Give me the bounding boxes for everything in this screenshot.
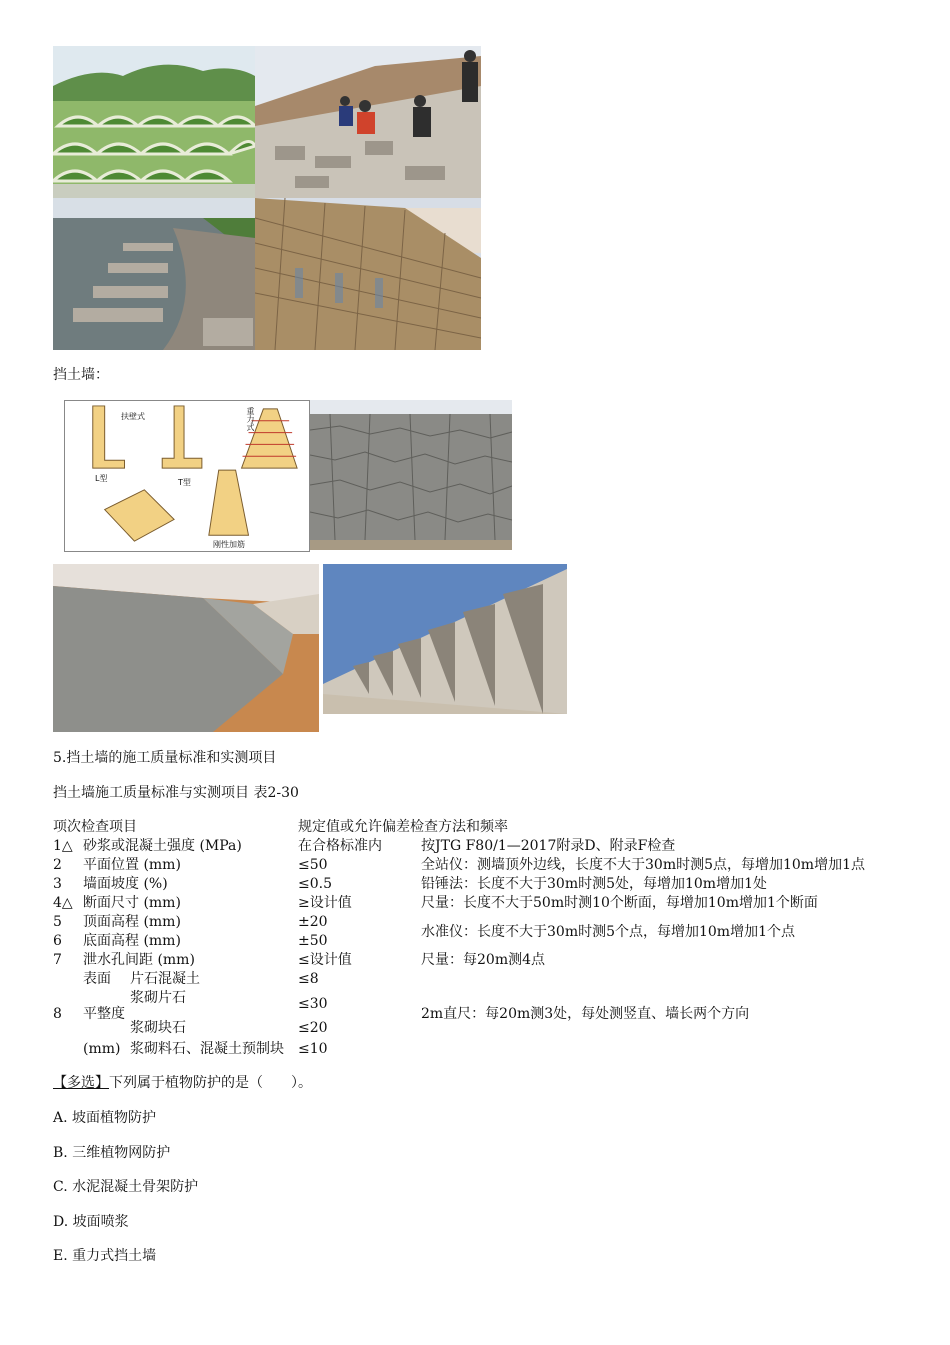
table-row-4-value: ≥设计值	[298, 895, 352, 911]
table-row-5-6-method: 水准仪：长度不大于30m时测5个点，每增加10m增加1个点	[421, 924, 795, 940]
table-row-8-method: 2m直尺：每20m测3处，每处测竖直、墙长两个方向	[421, 1006, 750, 1022]
question-stem	[53, 1074, 312, 1092]
table-row-2-method: 全站仪：测墙顶外边线，长度不大于30m时测5点，每增加10m增加1点	[421, 857, 865, 873]
table-row-8-sub-4-name: 浆砌料石、混凝土预制块	[130, 1041, 284, 1057]
masonry-wall-photo	[310, 400, 512, 550]
table-row-8-sub-1-name: 片石混凝土	[130, 971, 200, 987]
option-a[interactable]: A. 坡面植物防护	[53, 1110, 157, 1126]
table-row-3-value: ≤0.5	[298, 876, 332, 892]
table-row-6-item: 底面高程 (mm)	[83, 933, 181, 949]
option-e[interactable]: E. 重力式挡土墙	[53, 1248, 157, 1264]
question-text: 下列属于植物防护的是（ ）。	[109, 1075, 312, 1091]
diagram-label-reinforced: 刚性加筋	[213, 540, 245, 549]
option-b[interactable]: B. 三维植物网防护	[53, 1145, 171, 1161]
table-row-7-method: 尺量：每20m测4点	[421, 952, 545, 968]
table-row-2-value: ≤50	[298, 857, 328, 873]
table-row-8-label-top: 表面	[83, 971, 111, 987]
table-row-6-no: 6	[53, 933, 62, 949]
diagram-label-l-type: L型	[95, 474, 108, 483]
table-row-2-item: 平面位置 (mm)	[83, 857, 181, 873]
diagram-label-t-type: T型	[178, 478, 191, 487]
table-row-2-no: 2	[53, 857, 62, 873]
river-stone-groin-photo	[53, 198, 255, 350]
retaining-wall-types-diagram	[64, 400, 310, 552]
table-row-8-sub-3-value: ≤20	[298, 1020, 328, 1036]
table-row-4-no: 4△	[53, 895, 73, 911]
concrete-wall-photo	[53, 564, 319, 732]
table-row-5-value: ±20	[298, 914, 328, 930]
table-row-8-sub-1-value: ≤8	[298, 971, 319, 987]
anchored-mesh-slope-photo	[255, 198, 481, 350]
table-row-3-method: 铅锤法：长度不大于30m时测5处，每增加10m增加1处	[421, 876, 767, 892]
table-row-5-item: 顶面高程 (mm)	[83, 914, 181, 930]
table-row-5-no: 5	[53, 914, 62, 930]
option-c[interactable]: C. 水泥混凝土骨架防护	[53, 1179, 199, 1195]
table-row-7-item: 泄水孔间距 (mm)	[83, 952, 195, 968]
table-row-4-item: 断面尺寸 (mm)	[83, 895, 181, 911]
table-row-8-no: 8	[53, 1006, 62, 1022]
workers-stone-slope-photo	[255, 46, 481, 198]
table-row-7-value: ≤设计值	[298, 952, 352, 968]
slope-grass-arch-photo	[53, 46, 255, 198]
table-row-3-item: 墙面坡度 (%)	[83, 876, 168, 892]
section-5-title: 5.挡土墙的施工质量标准和实测项目	[53, 750, 277, 766]
table-row-8-sub-2-value: ≤30	[298, 996, 328, 1012]
table-header-item: 项次检查项目	[53, 819, 137, 835]
table-row-1-item: 砂浆或混凝土强度 (MPa)	[83, 838, 242, 854]
table-row-3-no: 3	[53, 876, 62, 892]
table-row-8-label-bot: (mm)	[83, 1041, 121, 1057]
table-row-1-method: 按JTG F80/1—2017附录D、附录F检查	[421, 838, 676, 854]
table-row-6-value: ±50	[298, 933, 328, 949]
option-d[interactable]: D. 坡面喷浆	[53, 1214, 129, 1230]
table-row-8-sub-4-value: ≤10	[298, 1041, 328, 1057]
table-row-1-value: 在合格标准内	[298, 838, 382, 854]
question-tag: 【多选】	[53, 1075, 109, 1091]
table-header-spec-method: 规定值或允许偏差检查方法和频率	[298, 819, 508, 835]
table-caption: 挡土墙施工质量标准与实测项目 表2-30	[53, 785, 299, 801]
diagram-label-buttress: 扶壁式	[121, 412, 145, 421]
diagram-label-gravity: 重力式	[246, 407, 255, 431]
counterfort-wall-photo	[323, 564, 567, 714]
retaining-wall-label: 挡土墙：	[53, 367, 109, 383]
table-row-4-method: 尺量：长度不大于50m时测10个断面，每增加10m增加1个断面	[421, 895, 818, 911]
table-row-8-sub-2-name: 浆砌片石	[130, 990, 186, 1006]
table-row-8-sub-3-name: 浆砌块石	[130, 1020, 186, 1036]
table-row-7-no: 7	[53, 952, 62, 968]
table-row-1-no: 1△	[53, 838, 73, 854]
table-row-8-label-mid: 平整度	[83, 1006, 125, 1022]
